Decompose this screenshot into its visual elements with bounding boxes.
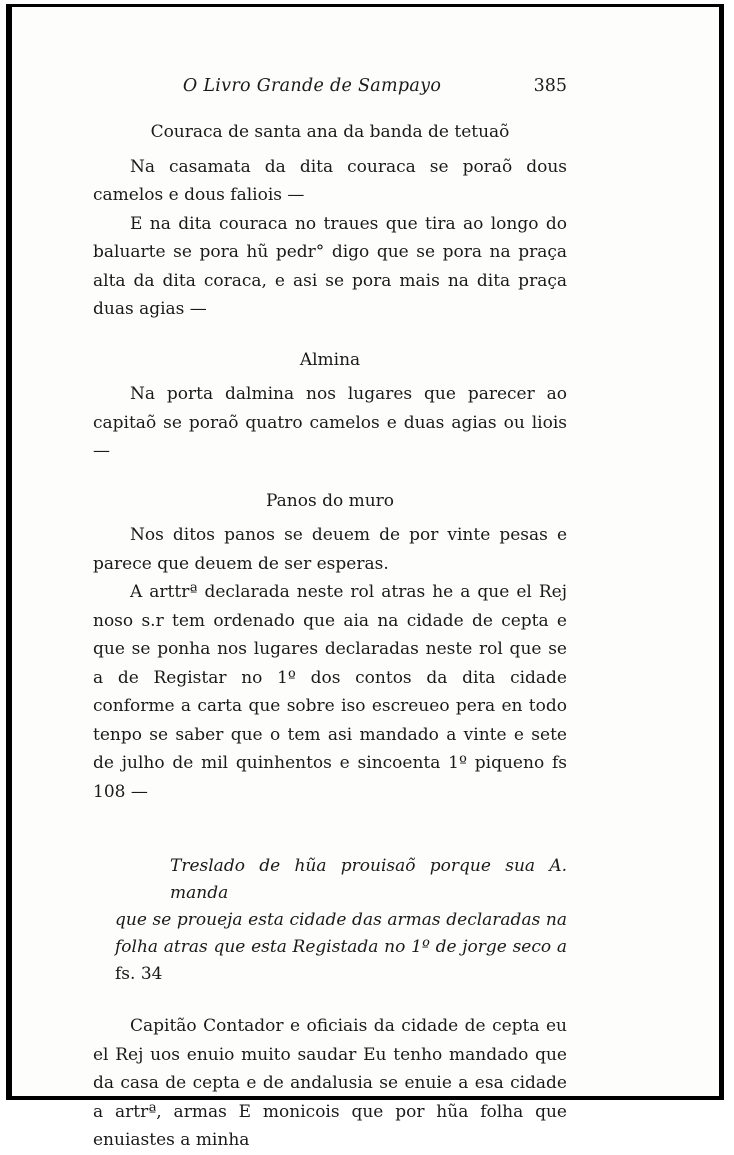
rubric-line <box>93 934 567 988</box>
rubric-title <box>93 853 567 988</box>
section-heading-almina: Almina <box>299 349 361 370</box>
paragraph: Na casamata da dita couraca se poraõ dous camelos e dous faliois — <box>93 156 567 205</box>
rubric-line-text: folha atras que esta Registada no 1º de jorge seco a <box>115 937 567 957</box>
paragraph: E na dita couraca no traues que tira ao longo do baluarte se pora hũ pedr° digo que se pora na praça alta da dita coraca, e asi se pora mais na dita praça duas agias — <box>93 213 567 319</box>
book-page <box>93 72 567 1155</box>
rubric-line: Treslado de hũa prouisaõ porque sua A. manda <box>170 856 567 903</box>
paragraph: A arttrª declarada neste rol atras he a que el Rej noso s.r tem ordenado que aia na cidade de cepta e que se ponha nos lugares declaradas neste rol que se a de Registar no 1º dos contos da dita cidade conforme a carta que sobre iso escreueo pera en todo tenpo se saber que o tem asi mandado a vinte e sete de julho de mil quinhentos e sincoenta 1º piqueno fs 108 — <box>93 582 567 802</box>
paragraph: Na porta dalmina nos lugares que parecer ao capitaõ se poraõ quatro camelos e duas agias ou liois — <box>93 384 567 461</box>
running-head <box>93 72 567 108</box>
page-number: 385 <box>533 76 567 96</box>
running-title: O Livro Grande de Sampayo <box>182 76 442 96</box>
paragraph: Nos ditos panos se deuem de por vinte pesas e parece que deuem de ser esperas. <box>93 525 567 574</box>
section-heading-couraca: Couraca de santa ana da banda de tetuaõ <box>150 122 510 142</box>
paragraph: Capitão Contador e oficiais da cidade de cepta eu el Rej uos enuio muito saudar Eu tenho mandado que da casa de cepta e de andalusia se enuie a esa cidade a artrª, armas E monicois que por hũa folha que enuiastes a minha <box>93 1016 567 1150</box>
rubric-line: que se proueja esta cidade das armas declaradas na <box>115 910 567 930</box>
section-heading-panos: Panos do muro <box>265 490 395 511</box>
folio-reference: fs. 34 <box>115 964 163 984</box>
